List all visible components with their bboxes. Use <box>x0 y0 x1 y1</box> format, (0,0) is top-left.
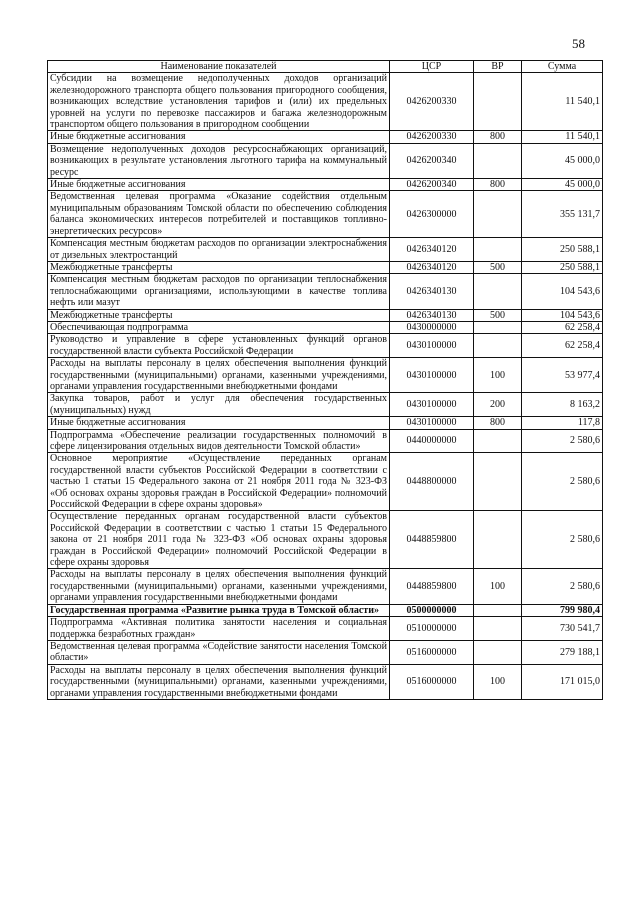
row-vr-cell: 100 <box>474 358 522 393</box>
row-vr-cell <box>474 238 522 262</box>
table-row <box>48 640 603 664</box>
table-row <box>48 274 603 309</box>
row-name-cell: Руководство и управление в сфере установленных функций органов государственной власти субъекта Российской Федерации <box>48 334 390 358</box>
table-row <box>48 131 603 143</box>
row-vr-cell: 800 <box>474 179 522 191</box>
table-row <box>48 569 603 604</box>
row-name-cell: Ведомственная целевая программа «Оказание содействия отдельным муниципальным образованиям Томской области по обеспечению соблюдения баланса экономических интересов потребителей и поставщиков топливно-энергетических ресурсов» <box>48 191 390 238</box>
row-csr-cell: 0426300000 <box>390 191 474 238</box>
row-csr-cell: 0426340120 <box>390 261 474 273</box>
row-sum-cell: 11 540,1 <box>522 131 603 143</box>
table-row <box>48 334 603 358</box>
row-vr-cell: 500 <box>474 261 522 273</box>
row-sum-cell: 250 588,1 <box>522 261 603 273</box>
row-vr-cell: 500 <box>474 309 522 321</box>
row-sum-cell: 2 580,6 <box>522 569 603 604</box>
row-sum-cell: 799 980,4 <box>522 604 603 616</box>
row-sum-cell: 62 258,4 <box>522 321 603 333</box>
row-sum-cell: 355 131,7 <box>522 191 603 238</box>
table-row <box>48 238 603 262</box>
row-name-cell: Межбюджетные трансферты <box>48 309 390 321</box>
table-row <box>48 191 603 238</box>
header-name: Наименование показателей <box>48 61 390 73</box>
row-csr-cell: 0516000000 <box>390 640 474 664</box>
row-vr-cell <box>474 511 522 569</box>
row-name-cell: Подпрограмма «Активная политика занятости населения и социальная поддержка безработных граждан» <box>48 617 390 641</box>
table-row <box>48 358 603 393</box>
row-vr-cell: 800 <box>474 417 522 429</box>
row-vr-cell <box>474 453 522 511</box>
row-sum-cell: 62 258,4 <box>522 334 603 358</box>
row-vr-cell <box>474 640 522 664</box>
table-row <box>48 309 603 321</box>
row-vr-cell <box>474 191 522 238</box>
row-name-cell: Иные бюджетные ассигнования <box>48 131 390 143</box>
row-name-cell: Ведомственная целевая программа «Содействие занятости населения Томской области» <box>48 640 390 664</box>
row-csr-cell: 0516000000 <box>390 664 474 699</box>
row-csr-cell: 0426200340 <box>390 143 474 178</box>
row-csr-cell: 0426200330 <box>390 131 474 143</box>
row-vr-cell: 100 <box>474 664 522 699</box>
row-sum-cell: 279 188,1 <box>522 640 603 664</box>
row-sum-cell: 171 015,0 <box>522 664 603 699</box>
row-vr-cell <box>474 604 522 616</box>
row-csr-cell: 0440000000 <box>390 429 474 453</box>
row-sum-cell: 45 000,0 <box>522 143 603 178</box>
row-vr-cell: 800 <box>474 131 522 143</box>
row-csr-cell: 0448800000 <box>390 453 474 511</box>
row-csr-cell: 0448859800 <box>390 569 474 604</box>
row-csr-cell: 0426340130 <box>390 309 474 321</box>
table-body <box>48 73 603 700</box>
table-row <box>48 604 603 616</box>
row-csr-cell: 0500000000 <box>390 604 474 616</box>
table-row <box>48 664 603 699</box>
row-sum-cell: 2 580,6 <box>522 453 603 511</box>
row-sum-cell: 2 580,6 <box>522 511 603 569</box>
table-row <box>48 179 603 191</box>
page-number: 58 <box>572 36 585 51</box>
row-csr-cell: 0426340130 <box>390 274 474 309</box>
row-name-cell: Расходы на выплаты персоналу в целях обеспечения выполнения функций государственными (муниципальными) органами, казенными учреждениями, органами управления государственными внебюджетными фондами <box>48 358 390 393</box>
row-csr-cell: 0510000000 <box>390 617 474 641</box>
row-name-cell: Субсидии на возмещение недополученных доходов организаций железнодорожного транспорта общего пользования пригородного сообщения, возникающих вследствие установления тарифов и (или) их предельных уровней на услуги по перевозке пассажиров и багажа железнодорожным транспортом общего пользования в пригородном сообщении <box>48 73 390 131</box>
row-name-cell: Государственная программа «Развитие рынка труда в Томской области» <box>48 604 390 616</box>
row-vr-cell: 100 <box>474 569 522 604</box>
table-row <box>48 393 603 417</box>
row-name-cell: Иные бюджетные ассигнования <box>48 179 390 191</box>
table-row <box>48 417 603 429</box>
row-vr-cell: 200 <box>474 393 522 417</box>
row-csr-cell: 0426200340 <box>390 179 474 191</box>
row-name-cell: Возмещение недополученных доходов ресурсоснабжающих организаций, возникающих в результате установления льготного тарифа на коммунальный ресурс <box>48 143 390 178</box>
row-name-cell: Иные бюджетные ассигнования <box>48 417 390 429</box>
row-vr-cell <box>474 429 522 453</box>
table-row <box>48 511 603 569</box>
header-csr: ЦСР <box>390 61 474 73</box>
row-sum-cell: 11 540,1 <box>522 73 603 131</box>
header-sum: Сумма <box>522 61 603 73</box>
table-row <box>48 453 603 511</box>
row-csr-cell: 0430100000 <box>390 417 474 429</box>
row-name-cell: Расходы на выплаты персоналу в целях обеспечения выполнения функций государственными (муниципальными) органами, казенными учреждениями, органами управления государственными внебюджетными фондами <box>48 569 390 604</box>
row-sum-cell: 104 543,6 <box>522 274 603 309</box>
row-sum-cell: 104 543,6 <box>522 309 603 321</box>
row-csr-cell: 0448859800 <box>390 511 474 569</box>
row-csr-cell: 0430000000 <box>390 321 474 333</box>
header-vr: ВР <box>474 61 522 73</box>
row-name-cell: Расходы на выплаты персоналу в целях обеспечения выполнения функций государственными (муниципальными) органами, казенными учреждениями, органами управления государственными внебюджетными фондами <box>48 664 390 699</box>
table-row <box>48 617 603 641</box>
row-csr-cell: 0426200330 <box>390 73 474 131</box>
table-row <box>48 321 603 333</box>
row-name-cell: Межбюджетные трансферты <box>48 261 390 273</box>
row-sum-cell: 8 163,2 <box>522 393 603 417</box>
row-sum-cell: 45 000,0 <box>522 179 603 191</box>
table-row <box>48 143 603 178</box>
row-vr-cell <box>474 73 522 131</box>
row-name-cell: Обеспечивающая подпрограмма <box>48 321 390 333</box>
row-vr-cell <box>474 143 522 178</box>
table-row <box>48 261 603 273</box>
row-csr-cell: 0430100000 <box>390 393 474 417</box>
row-vr-cell <box>474 321 522 333</box>
row-sum-cell: 53 977,4 <box>522 358 603 393</box>
row-sum-cell: 730 541,7 <box>522 617 603 641</box>
row-sum-cell: 2 580,6 <box>522 429 603 453</box>
row-name-cell: Закупка товаров, работ и услуг для обеспечения государственных (муниципальных) нужд <box>48 393 390 417</box>
row-csr-cell: 0430100000 <box>390 358 474 393</box>
row-name-cell: Компенсация местным бюджетам расходов по организации теплоснабжения теплоснабжающими организациями, использующими в качестве топлива нефть или мазут <box>48 274 390 309</box>
row-sum-cell: 117,8 <box>522 417 603 429</box>
row-sum-cell: 250 588,1 <box>522 238 603 262</box>
row-vr-cell <box>474 334 522 358</box>
row-vr-cell <box>474 274 522 309</box>
row-vr-cell <box>474 617 522 641</box>
row-name-cell: Подпрограмма «Обеспечение реализации государственных полномочий в сфере лицензирования отдельных видов деятельности Томской области» <box>48 429 390 453</box>
row-name-cell: Основное мероприятие «Осуществление переданных органам государственной власти субъектов Российской Федерации в соответствии с частью 1 статьи 15 Федерального закона от 21 ноября 2011 года № 323-ФЗ «Об основах охраны здоровья граждан в Российской Федерации» полномочий Российской Федерации в сфере охраны здоровья» <box>48 453 390 511</box>
budget-table <box>47 60 603 700</box>
row-name-cell: Компенсация местным бюджетам расходов по организации электроснабжения от дизельных электростанций <box>48 238 390 262</box>
row-csr-cell: 0426340120 <box>390 238 474 262</box>
table-row <box>48 73 603 131</box>
row-name-cell: Осуществление переданных органам государственной власти субъектов Российской Федерации в соответствии с частью 1 статьи 15 Федерального закона от 21 ноября 2011 года № 323-ФЗ «Об основах охраны здоровья граждан в Российской Федерации» полномочий Российской Федерации в сфере охраны здоровья <box>48 511 390 569</box>
row-csr-cell: 0430100000 <box>390 334 474 358</box>
table-header-row <box>48 61 603 73</box>
table-row <box>48 429 603 453</box>
